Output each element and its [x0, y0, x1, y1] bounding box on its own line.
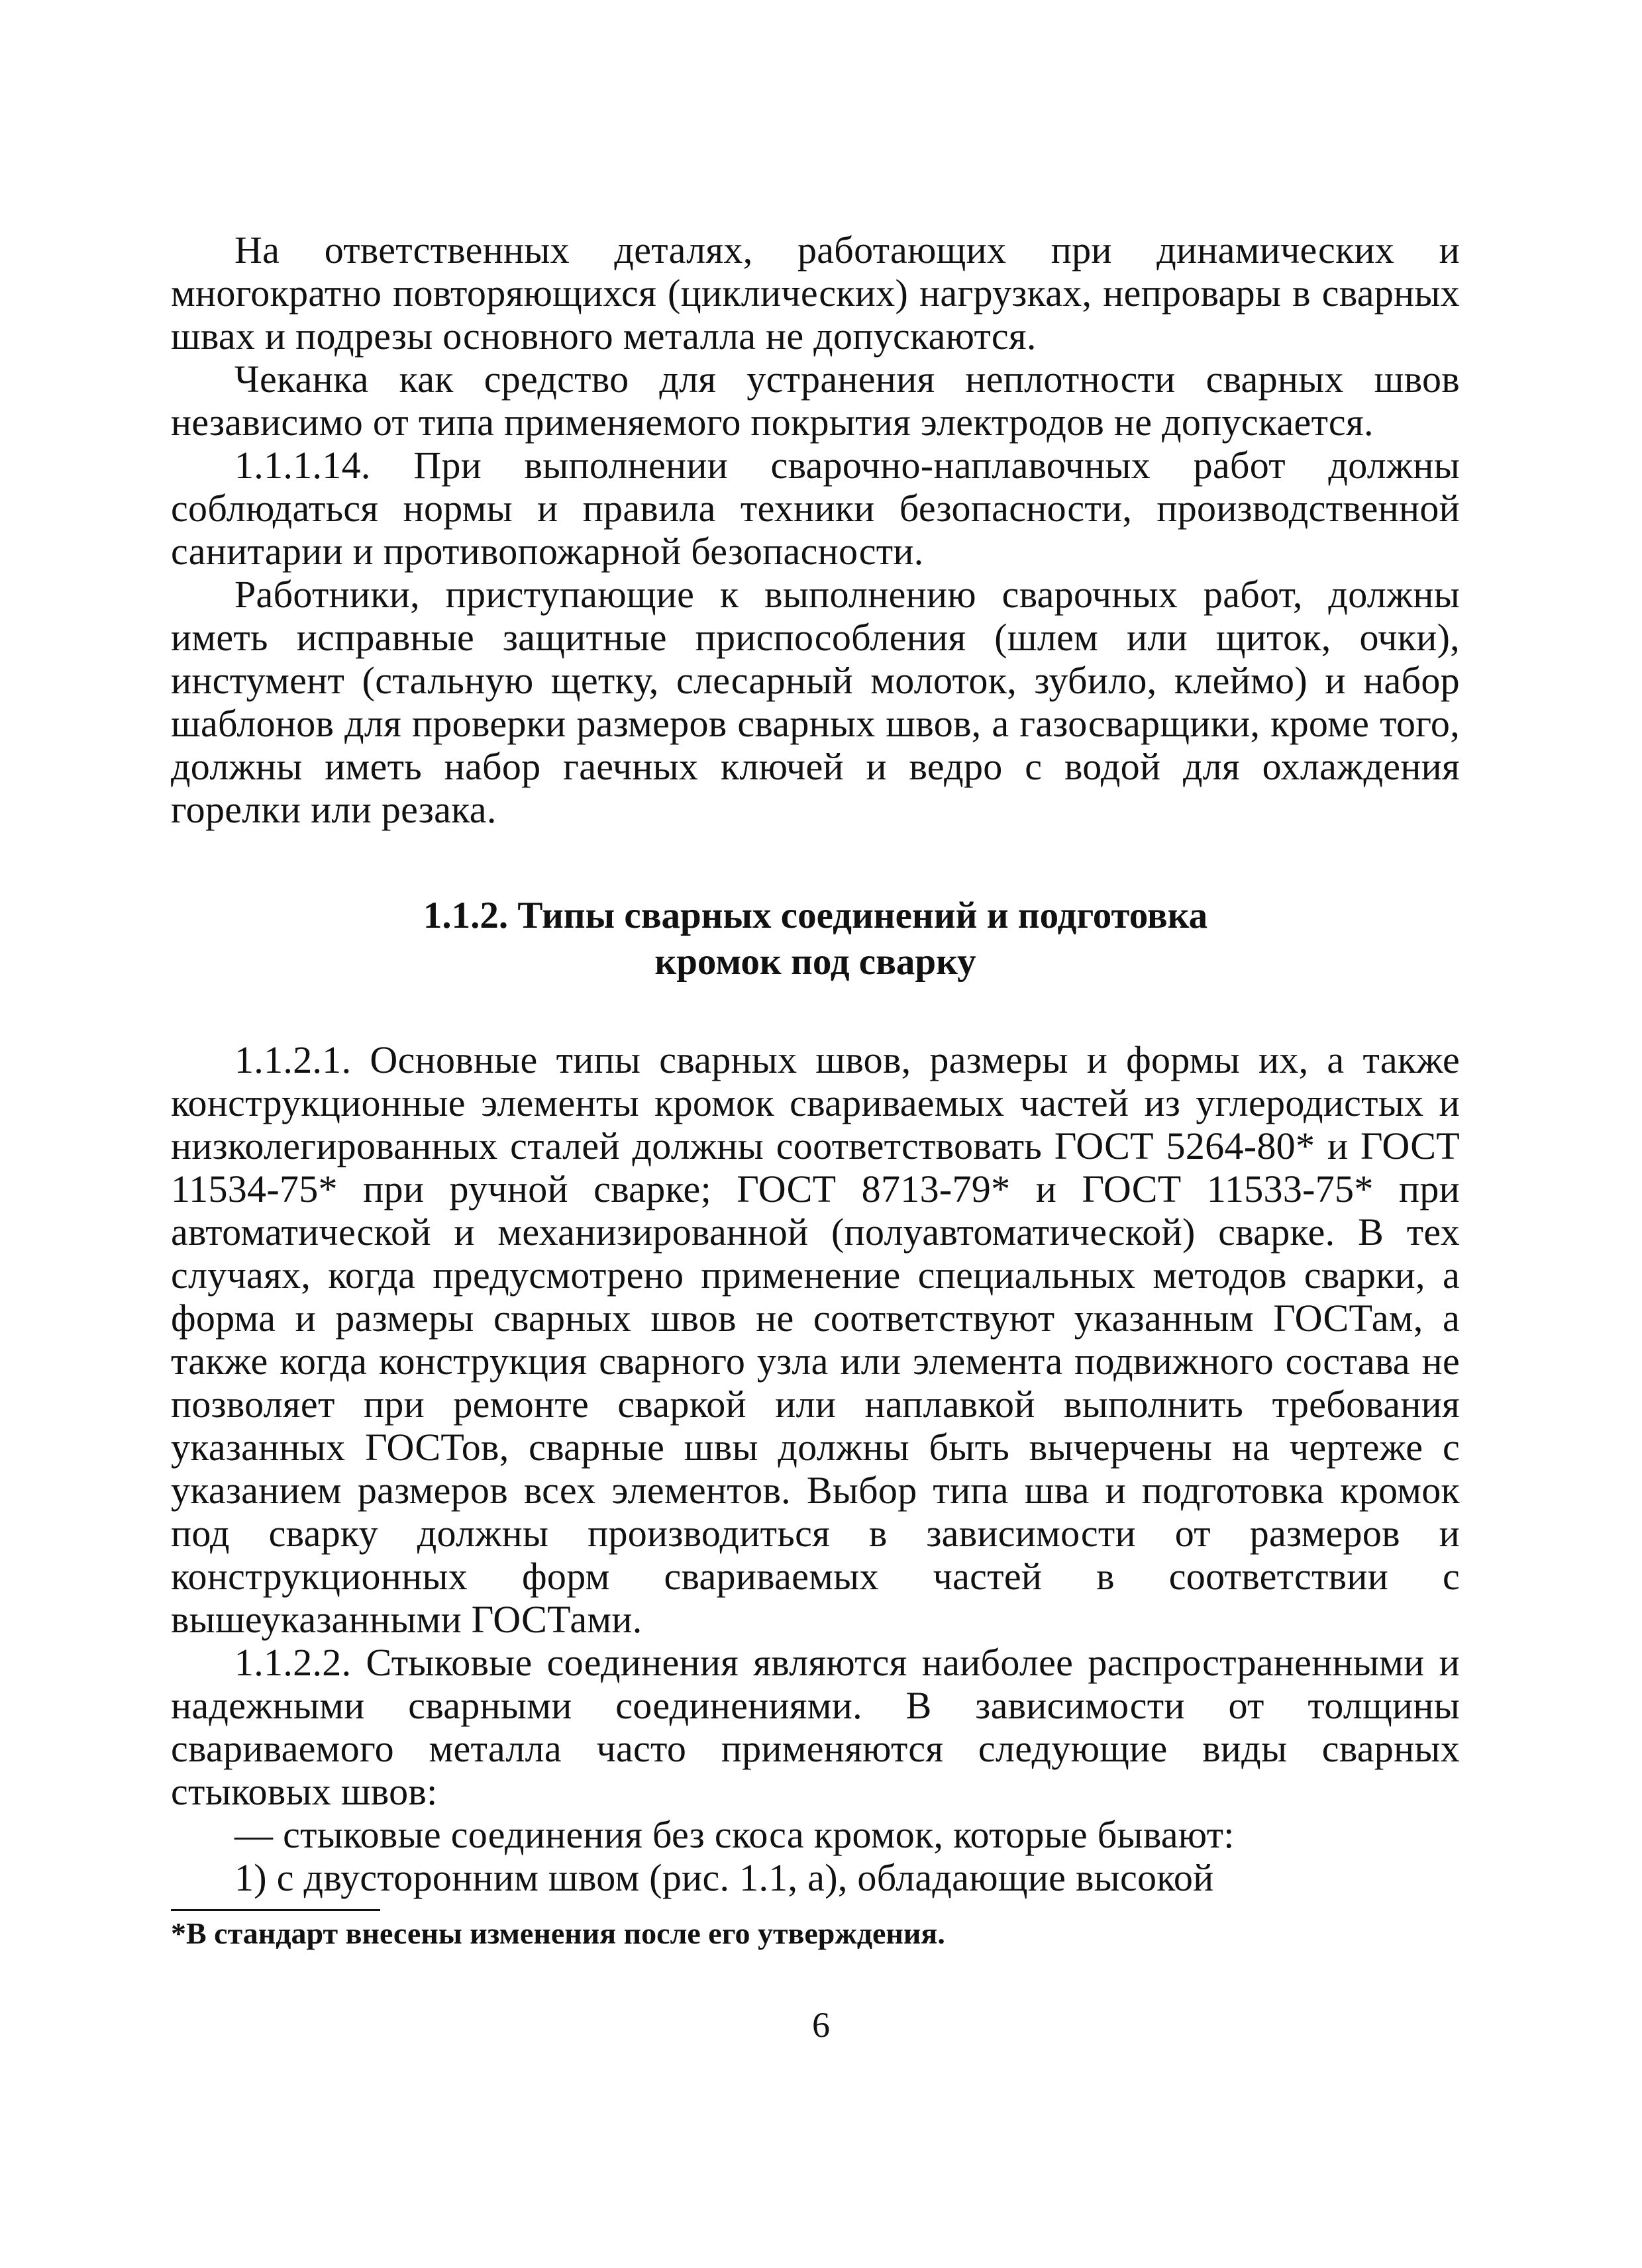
paragraph-defects: На ответственных деталях, работающих при динамических и многократно повторяющихся (циклических) нагрузках, непровары в сварных швах и подрезы основного металла не допускаются.: [171, 228, 1460, 358]
section-heading: [171, 893, 1460, 985]
footnote-divider: [171, 1909, 380, 1911]
list-item-double-sided: 1) с двусторонним швом (рис. 1.1, а), обладающие высокой: [234, 1856, 1214, 1899]
page-body: [171, 228, 1460, 1899]
footnote: *В стандарт внесены изменения после его утверждения.: [171, 1916, 945, 1950]
section-heading-line-2: кромок под сварку: [654, 941, 976, 983]
page-number: 6: [812, 2005, 830, 2045]
list-item-no-bevel: — стыковые соединения без скоса кромок, которые бывают:: [234, 1813, 1235, 1856]
paragraph-safety-rules: 1.1.1.14. При выполнении сварочно-наплавочных работ должны соблюдаться нормы и правила техники безопасности, производственной санитарии и противопожарной безопасности.: [171, 444, 1460, 573]
paragraph-workers-equipment: Работники, приступающие к выполнению сварочных работ, должны иметь исправные защитные приспособления (шлем или щиток, очки), инстумент (стальную щетку, слесарный молоток, зубило, клеймо) и набор шаблонов для проверки размеров сварных швов, а газосварщики, кроме того, должны иметь набор гаечных ключей и ведро с водой для охлаждения горелки или резака.: [171, 573, 1460, 831]
paragraph-butt-joints: 1.1.2.2. Стыковые соединения являются наиболее распространенными и надежными сварными соединениями. В зависимости от толщины свариваемого металла часто применяются следующие виды сварных стыковых швов:: [171, 1641, 1460, 1813]
section-heading-line-1: 1.1.2. Типы сварных соединений и подготовка: [423, 895, 1208, 936]
paragraph-chasing: Чеканка как средство для устранения неплотности сварных швов независимо от типа применяемого покрытия электродов не допускается.: [171, 358, 1460, 444]
paragraph-weld-types: 1.1.2.1. Основные типы сварных швов, размеры и формы их, а также конструкционные элементы кромок свариваемых частей из углеродистых и низколегированных сталей должны соответствовать ГОСТ 5264-80* и ГОСТ 11534-75* при ручной сварке; ГОСТ 8713-79* и ГОСТ 11533-75* при автоматической и механизированной (полуавтоматической) сварке. В тех случаях, когда предусмотрено применение специальных методов сварки, а форма и размеры сварных швов не соответствуют указанным ГОСТам, а также когда конструкция сварного узла или элемента подвижного состава не позволяет при ремонте сваркой или наплавкой выполнить требования указанных ГОСТов, сварные швы должны быть вычерчены на чертеже с указанием размеров всех элементов. Выбор типа шва и подготовка кромок под сварку должны производиться в зависимости от размеров и конструкционных форм свариваемых частей в соответствии с вышеуказанными ГОСТами.: [171, 1038, 1460, 1641]
